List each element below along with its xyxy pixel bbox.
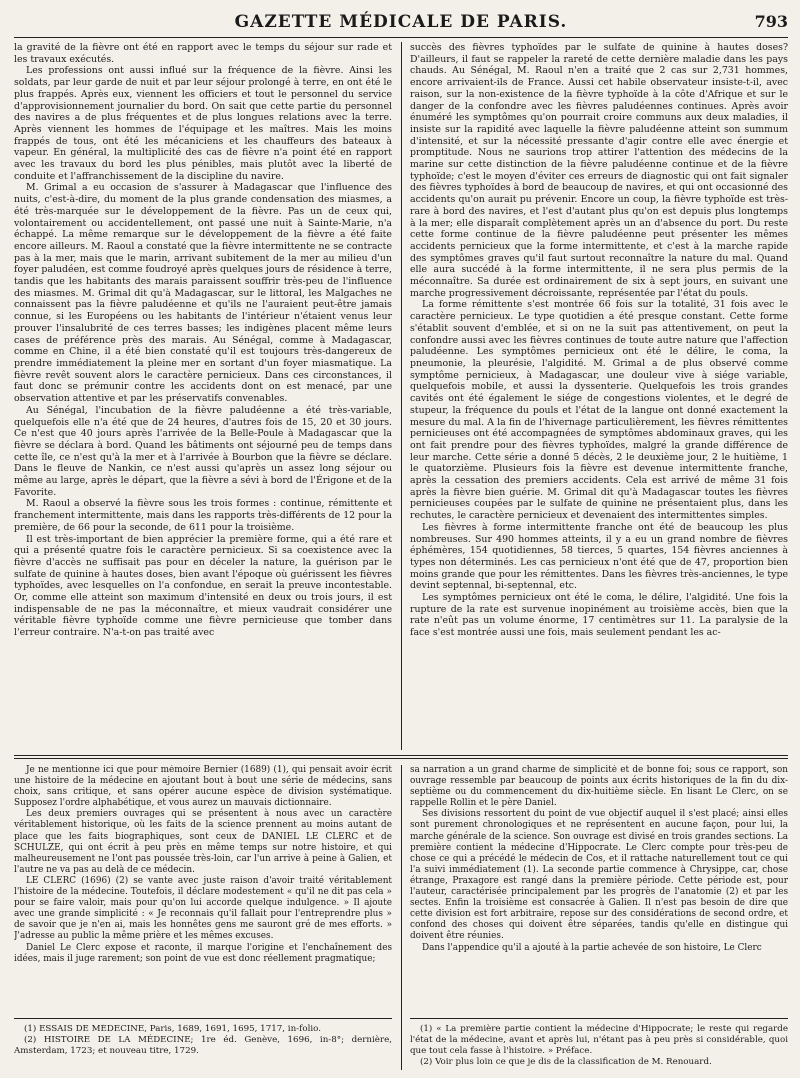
footnote-rule-right <box>410 1018 788 1019</box>
page-header <box>14 12 788 34</box>
paragraph: Dans l'appendice qu'il a ajouté à la partie achevée de son histoire, Le Clerc <box>422 942 762 953</box>
newspaper-page <box>14 0 788 1078</box>
footnote: (1) « La première partie contient la médecine d'Hippocrate; le reste qui regarde l'état de la médecine, avant et après lui, n'étant pas à peu près si considérable, quoi que tout cela fasse à l'histoire. » Préface. <box>410 1024 788 1056</box>
feuilleton-column-left <box>14 765 392 1015</box>
paragraph: Les deux premiers ouvrages qui se présentent à nous avec un caractère véritablement historique, où les faits de la science prennent au moins autant de place que les faits biographiques, sont ceux de DANIEL LE CLERC et de SCHULZE, qui ont écrit à peu près en même temps sur notre histoire, et qui malheureusement ne l'ont pas poussée très-loin, car l'un arrive à peine à Galien, et l'autre ne va pas au delà de ce médecin. <box>14 809 392 875</box>
journal-title: GAZETTE MÉDICALE DE PARIS. <box>234 12 568 32</box>
paragraph: Au Sénégal, l'incubation de la fièvre paludéenne a été très-variable, quelquefois elle n'a été que de 24 heures, d'autres fois de 15, 20 et 30 jours. Ce n'est que 40 jours après l'arrivée de la Belle-Poule à Madagascar que la fièvre se déclara à bord. Quand les bâtiments ont séjourné peu de temps dans cette île, ce n'est qu'à la mer et à l'arrivée à Bourbon que la fièvre se déclare. Dans le fleuve de Nankin, ce n'est aussi qu'après un assez long séjour ou même au large, après le départ, que la fièvre a sévi à bord de l'Érigone et de la Favorite. <box>14 404 392 498</box>
column-divider-lower <box>401 765 402 1070</box>
paragraph: Les professions ont aussi influé sur la fréquence de la fièvre. Ainsi les soldats, par leur garde de nuit et par leur séjour prolongé à terre, en ont été le plus frappés. Après eux, viennent les officiers et tout le personnel du service d'approvisionnement journalier du bord. On sait que cette partie du personnel des navires a de plus fréquentes et de plus longues relations avec la terre. Après viennent les hommes de l'équipage et les maîtres. Mais les moins frappés de tous, ont été les mécaniciens et les chauffeurs des bateaux à vapeur. En général, la multiplicité des cas de fièvre n'a point été en rapport avec les travaux du bord les plus pénibles, mais plutôt avec la liberté de conduite et l'affranchissement de la discipline du navire. <box>14 65 392 182</box>
paragraph: M. Grimal a eu occasion de s'assurer à Madagascar que l'influence des nuits, c'est-à-dire, du moment de la plus grande condensation des miasmes, a été très-marquée sur le développement de la fièvre. Pas un de ceux qui, volontairement ou accidentellement, ont passé une nuit à Sainte-Marie, n'a échappé. La même remarque sur le développement de la fièvre a été faite encore ailleurs. M. Raoul a constaté que la fièvre intermittente ne se contracte pas à la mer, mais que le marin, arrivant subitement de la mer au milieu d'un foyer paludéen, est comme foudroyé après quelques jours de résidence à terre, tandis que les habitants des marais paraissent souffrir très-peu de l'influence des miasmes. M. Grimal dit qu'à Madagascar, sur le littoral, les Malgaches ne connaissent pas la fièvre paludéenne et qu'ils ne l'auraient peut-être jamais connue, si les Européens ou les habitants de l'intérieur n'étaient venus leur prouver l'insalubrité de ces terres basses; les indigènes placent même leurs cases de préférence près des marais. Au Sénégal, comme à Madagascar, comme en Chine, il a été bien constaté qu'il est toujours très-dangereux de prendre immédiatement la pleine mer en sortant d'un foyer miasmatique. La fièvre revêt souvent alors le caractère pernicieux. Dans ces circonstances, il faut donc se prémunir contre les accidents dont on est menacé, par une observation attentive et par les préservatifs convenables. <box>14 182 392 405</box>
footnote-rule-left <box>14 1018 392 1019</box>
column-divider <box>401 42 402 750</box>
header-rule <box>14 37 788 38</box>
page-number: 793 <box>754 12 788 31</box>
paragraph: succès des fièvres typhoïdes par le sulfate de quinine à hautes doses? D'ailleurs, il faut se rappeler la rareté de cette dernière maladie dans les pays chauds. Au Sénégal, M. Raoul n'en a traité que 2 cas sur 2,731 hommes, encore arrivaient-ils de France. Aussi cet habile observateur insiste-t-il, avec raison, sur la non-existence de la fièvre typhoïde à la côte d'Afrique et sur le danger de la confondre avec les fièvres paludéennes continues. Après avoir énuméré les symptômes qu'on pourrait croire communs aux deux maladies, il insiste sur la rapidité avec laquelle la fièvre paludéenne atteint son summum d'intensité, et sur la nécessité pressante d'agir contre elle avec énergie et promptitude. Nous ne saurions trop attirer l'attention des médecins de la marine sur cette distinction de la fièvre paludéenne continue et de la fièvre typhoïde; c'est le moyen d'éviter ces erreurs de diagnostic qui ont fait signaler des fièvres typhoïdes à bord de beaucoup de navires, et qui ont occasionné des accidents qu'on aurait pu prévenir. Encore un coup, la fièvre typhoïde est très-rare à bord des navires, et l'est d'autant plus qu'on est depuis plus longtemps à la mer; elle disparaît complètement après un an d'absence du port. Du reste cette forme continue de la fièvre paludéenne peut présenter les mêmes accidents pernicieux que la forme intermittente, et c'est à la marche rapide des symptômes graves qu'il faut surtout reconnaître la nature du mal. Quand elle aura succédé à la forme intermittente, il ne sera plus permis de la méconnaître. Sa durée est ordinairement de six à sept jours, en suivant une marche progressivement décroissante, représentée par l'état du pouls. <box>410 42 788 299</box>
paragraph: Il est très-important de bien apprécier la première forme, qui a été rare et qui a présenté quatre fois le caractère pernicieux. Si sa coexistence avec la fièvre d'accès ne suffisait pas pour en déceler la nature, la guérison par le sulfate de quinine à hautes doses, bien avant l'époque où guérissent les fièvres typhoïdes, avec lesquelles on l'a confondue, en serait la preuve incontestable. Or, comme elle atteint son maximum d'intensité en deux ou trois jours, il est indispensable de ne pas la méconnaître, et mieux vaudrait considérer une véritable fièvre typhoïde comme une fièvre pernicieuse que tomber dans l'erreur contraire. N'a-t-on pas traité avec <box>14 533 392 639</box>
section-rule <box>14 755 788 756</box>
paragraph: M. Raoul a observé la fièvre sous les trois formes : continue, rémittente et franchement intermittente, mais dans les rapports très-différents de 12 pour la première, de 66 pour la seconde, de 611 pour la troisième. <box>14 498 392 533</box>
footnotes-left <box>14 1024 392 1076</box>
article-column-left <box>14 42 392 750</box>
paragraph: Les symptômes pernicieux ont été le coma, le délire, l'algidité. Une fois la rupture de la rate est survenue inopinément au troisième accès, bien que la rate n'eût pas un volume énorme, 17 centimètres sur 11. La paralysie de la face s'est montrée aussi une fois, mais seulement pendant les ac- <box>410 592 788 639</box>
feuilleton-column-right <box>410 765 788 1015</box>
paragraph: Daniel Le Clerc expose et raconte, il marque l'origine et l'enchaînement des idées, mais il juge rarement; son point de vue est donc réellement pragmatique; <box>14 942 392 964</box>
paragraph: la gravité de la fièvre ont été en rapport avec le temps du séjour sur rade et les travaux exécutés. <box>14 42 392 65</box>
footnotes-right <box>410 1024 788 1076</box>
paragraph: Je ne mentionne ici que pour mémoire Bernier (1689) (1), qui pensait avoir écrit une histoire de la médecine en ajoutant bout à bout une série de médecins, sans choix, sans critique, et sans opérer aucune espèce de division systématique. Supposez l'ordre alphabétique, et vous aurez un mauvais dictionnaire. <box>14 765 392 809</box>
paragraph: Les fièvres à forme intermittente franche ont été de beaucoup les plus nombreuses. Sur 490 hommes atteints, il y a eu un grand nombre de fièvres éphémères, 154 quotidiennes, 58 tierces, 5 quartes, 154 fièvres anciennes à types non déterminés. Les cas pernicieux n'ont été que de 47, proportion bien moins grande que pour les rémittentes. Dans les fièvres très-anciennes, le type devint septennal, bi-septennal, etc. <box>410 521 788 592</box>
footnote: (2) Voir plus loin ce que je dis de la classification de M. Renouard. <box>420 1057 712 1067</box>
paragraph: LE CLERC (1696) (2) se vante avec juste raison d'avoir traité véritablement l'histoire de la médecine. Toutefois, il déclare modestement « qu'il ne dit pas cela » pour se faire valoir, mais pour qu'on lui accorde quelque indulgence. » Il ajoute avec une grande simplicité : « Je reconnais qu'il fallait pour l'entreprendre plus » de savoir que je n'en ai, mais les honnêtes gens me sauront gré de mes efforts. » J'adresse au public la même prière et les mêmes excuses. <box>14 875 392 942</box>
section-rule-double <box>14 758 788 759</box>
article-column-right <box>410 42 788 750</box>
paragraph: La forme rémittente s'est montrée 66 fois sur la totalité, 31 fois avec le caractère pernicieux. Le type quotidien a été presque constant. Cette forme s'établit souvent d'emblée, et si on ne la suit pas attentivement, on peut la confondre aussi avec les fièvres continues de toute autre nature que l'affection paludéenne. Les symptômes pernicieux ont été le délire, le coma, la pneumonie, la pleurésie, l'algidité. M. Grimal a de plus observé comme symptôme pernicieux, à Madagascar, une douleur vive à siége variable, quelquefois mobile, et aussi la dyssenterie. Quelquefois les trois grandes cavités ont été également le siége de congestions violentes, et le degré de stupeur, la fréquence du pouls et l'état de la langue ont donné exactement la mesure du mal. A la fin de l'hivernage particulièrement, les fièvres rémittentes pernicieuses ont été accompagnées de symptômes abdominaux graves, qui les ont fait prendre pour des fièvres typhoïdes, malgré la grande différence de leur marche. Cette série a donné 5 décès, 2 le deuxième jour, 2 le huitième, 1 le quatorzième. Plusieurs fois la fièvre est devenue intermittente franche, après la cessation des premiers accidents. Cela est arrivé de même 31 fois après la fièvre bien guérie. M. Grimal dit qu'à Madagascar toutes les fièvres pernicieuses coupées par le sulfate de quinine ne présentaient plus, dans les rechutes, le caractère pernicieux et devenaient des intermittentes simples. <box>410 299 788 522</box>
footnote: (1) ESSAIS DE MÉDECINE, Paris, 1689, 1691, 1695, 1717, in-folio. <box>24 1024 321 1034</box>
paragraph: sa narration a un grand charme de simplicité et de bonne foi; sous ce rapport, son ouvrage ressemble par beaucoup de points aux écrits historiques de la fin du dix-septième ou du commencement du dix-huitième siècle. En lisant Le Clerc, on se rappelle Rollin et le père Daniel. <box>410 765 788 809</box>
footnote: (2) HISTOIRE DE LA MÉDECINE; 1re éd. Genève, 1696, in-8°; dernière, Amsterdam, 1723; et nouveau titre, 1729. <box>14 1035 392 1056</box>
paragraph: Ses divisions ressortent du point de vue objectif auquel il s'est placé; ainsi elles sont purement chronologiques et ne représentent en aucune façon, pour lui, la marche générale de la science. Son ouvrage est divisé en trois grandes sections. La première contient la médecine d'Hippocrate. Le Clerc compte pour très-peu de chose ce qui a précédé le médecin de Cos, et il rattache naturellement tout ce qui l'a suivi immédiatement (1). La seconde partie commence à Chrysippe, car, chose étrange, Praxagore est rangé dans la première période. Cette période est, pour l'auteur, caractérisée principalement par les progrès de l'anatomie (2) et par les sectes. Enfin la troisième est consacrée à Galien. Il n'est pas besoin de dire que cette division est fort arbitraire, repose sur des considérations de second ordre, et confond des choses qui doivent être séparées, tandis qu'elle en distingue qui doivent être réunies. <box>410 809 788 942</box>
